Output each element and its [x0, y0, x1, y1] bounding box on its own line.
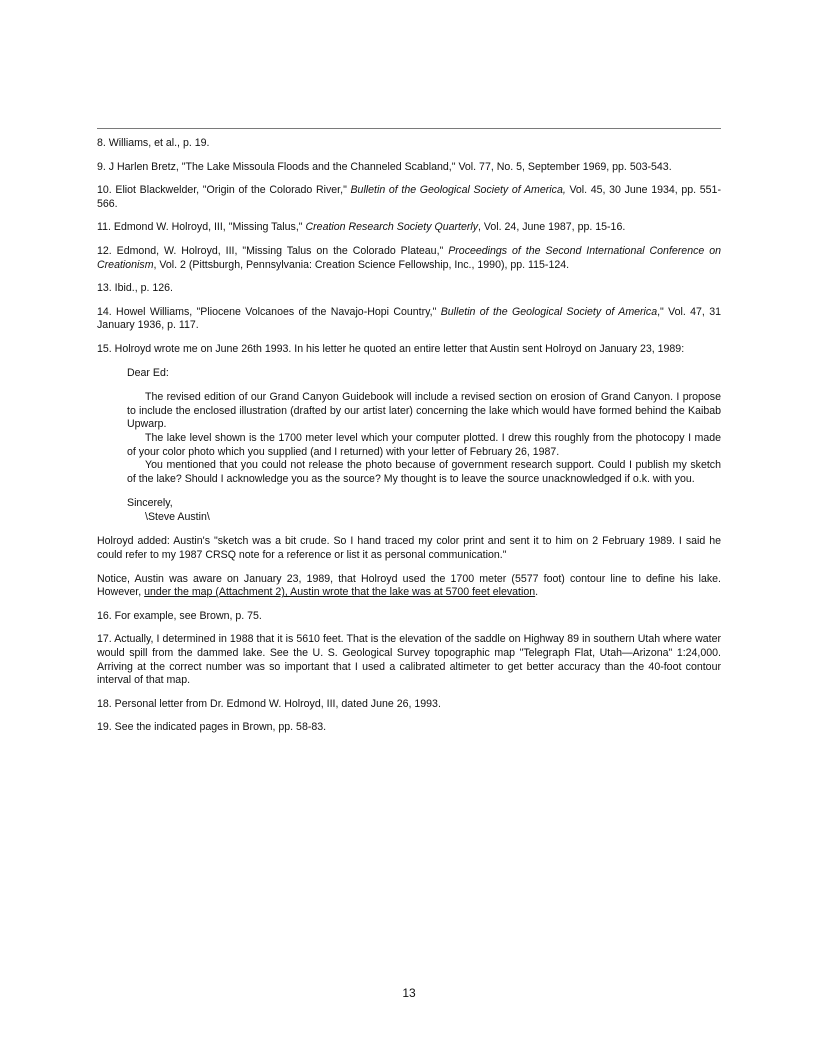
footnote-14	[97, 306, 721, 333]
footnote-14-citation: ," Vol. 47, 31 January 1936, p. 117.	[97, 305, 721, 332]
footnote-15-intro: 15. Holroyd wrote me on June 26th 1993. In his letter he quoted an entire letter that Austin sent Holroyd on January 23, 1989:	[97, 342, 685, 355]
footnote-16: 16. For example, see Brown, p. 75.	[97, 609, 262, 622]
footnote-11-text: 11. Edmond W. Holroyd, III, "Missing Talus,"	[97, 221, 306, 234]
footnote-10-citation: Vol. 45, 30 June 1934, pp. 551-566.	[97, 184, 721, 210]
letter-paragraph-3: You mentioned that you could not release the photo because of government research support. Could I publish my sketch of the lake? Should I acknowledge you as the source? My thought is to leave the source unacknowledged if o.k. with you.	[127, 459, 721, 485]
letter-paragraph-1: The revised edition of our Grand Canyon Guidebook will include a revised section on erosion of Grand Canyon. I propose to include the enclosed illustration (drafted by our artist later) concerning the lake which would have formed behind the Kaibab Upwarp.	[127, 391, 721, 431]
footnote-15-notice	[97, 573, 721, 600]
footnote-12-proceedings: Proceedings of the Second International Conference on Creationism	[97, 244, 721, 271]
document-page	[97, 0, 721, 1056]
notice-underlined-text: under the map (Attachment 2), Austin wrote that the lake was at 5700 feet elevation	[144, 586, 536, 599]
footnote-11-journal: Creation Research Society Quarterly	[305, 221, 479, 234]
page-number: 13	[402, 986, 416, 1000]
notice-end: .	[535, 586, 539, 599]
footnote-14-text: 14. Howel Williams, "Pliocene Volcanoes of the Navajo-Hopi Country,"	[97, 305, 441, 318]
footnote-12	[97, 245, 721, 272]
footnote-15-followup: Holroyd added: Austin's "sketch was a bit crude. So I hand traced my color print and sent it to him on 2 February 1989. I said he could refer to my 1987 CRSQ note for a reference or list it as personal communication."	[97, 535, 721, 562]
quoted-letter	[127, 367, 721, 525]
notice-text: Notice, Austin was aware on January 23, 1989, that Holroyd used the 1700 meter (5577 foot) contour line to define his lake. However,	[97, 572, 721, 599]
footnote-13: 13. Ibid., p. 126.	[97, 282, 173, 295]
footnote-separator-rule	[97, 128, 721, 129]
letter-signature: \Steve Austin\	[145, 510, 210, 523]
footnote-10	[97, 184, 721, 211]
footnote-10-journal: Bulletin of the Geological Society of America,	[350, 184, 566, 197]
letter-paragraph-2: The lake level shown is the 1700 meter level which your computer plotted. I drew this roughly from the photocopy I made of your color photo which you supplied (and I returned) with your letter of February 26, 1987.	[127, 431, 721, 458]
footnote-14-journal: Bulletin of the Geological Society of America	[440, 305, 658, 318]
footnote-9: 9. J Harlen Bretz, "The Lake Missoula Floods and the Channeled Scabland," Vol. 77, No. 5, September 1969, pp. 503-543.	[97, 160, 672, 173]
footnotes-section	[97, 137, 721, 745]
footnote-11-citation: , Vol. 24, June 1987, pp. 15-16.	[478, 221, 626, 234]
footnote-18: 18. Personal letter from Dr. Edmond W. Holroyd, III, dated June 26, 1993.	[97, 697, 441, 710]
footnote-19: 19. See the indicated pages in Brown, pp. 58-83.	[97, 721, 327, 734]
footnote-8: 8. Williams, et al., p. 19.	[97, 137, 210, 149]
footnote-17: 17. Actually, I determined in 1988 that it is 5610 feet. That is the elevation of the saddle on Highway 89 in southern Utah where water would spill from the dammed lake. See the U. S. Geological Survey topographic map "Telegraph Flat, Utah—Arizona" 1:24,000. Arriving at the correct number was so important that I used a calibrated altimeter to get better accuracy than the 40-foot contour interval of that map.	[97, 633, 721, 687]
letter-salutation: Dear Ed:	[127, 366, 169, 379]
footnote-10-text: 10. Eliot Blackwelder, "Origin of the Colorado River,"	[97, 184, 351, 197]
footnote-12-citation: , Vol. 2 (Pittsburgh, Pennsylvania: Creation Science Fellowship, Inc., 1990), pp. 115-124.	[153, 258, 570, 271]
letter-closing: Sincerely,	[127, 497, 173, 510]
footnote-11	[97, 221, 721, 235]
footnote-12-text: 12. Edmond, W. Holroyd, III, "Missing Talus on the Colorado Plateau,"	[97, 244, 449, 257]
